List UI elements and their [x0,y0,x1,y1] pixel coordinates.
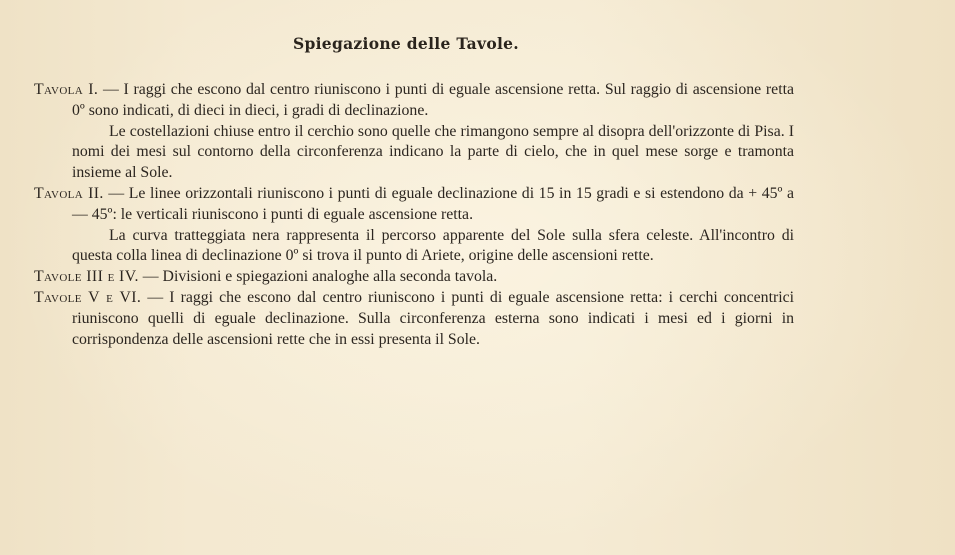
entry-tavole-5-6 [34,288,794,350]
entry-tavole-3-4 [34,267,794,288]
entry-label: Tavole III e IV. [34,268,139,286]
page-title: Spiegazione delle Tavole. [292,34,520,53]
entry-tavola-2 [34,184,794,226]
entry-text: — I raggi che escono dal centro riuniscono i punti di eguale ascensione retta. Sul raggio di ascensione retta 0º sono indicati, di dieci in dieci, i gradi di declinazione. [72,81,794,119]
explanation-text [34,80,794,350]
entry-tavola-2-continuation: La curva tratteggiata nera rappresenta il percorso apparente del Sole sulla sfera celeste. All'incontro di questa colla linea di declinazione 0º si trova il punto di Ariete, origine delle ascensioni rette. [72,226,794,265]
entry-tavola-1-continuation: Le costellazioni chiuse entro il cerchio sono quelle che rimangono sempre al disopra dell'orizzonte di Pisa. I nomi dei mesi sul contorno della circonferenza indicano la parte di cielo, che in quel mese sorge e tramonta insieme al Sole. [72,122,794,182]
entry-text: — I raggi che escono dal centro riuniscono i punti di eguale ascensione retta: i cerchi concentrici riuniscono quelli di eguale declinazione. Sulla circonferenza esterna sono indicati i mesi ed i giorni in corrispondenza delle ascensioni rette che in essi presenta il Sole. [72,288,795,348]
entry-text: — Divisioni e spiegazioni analoghe alla seconda tavola. [138,268,498,286]
entry-label: Tavola I. [34,81,99,98]
entry-tavola-1 [34,80,794,122]
entry-label: Tavole V e VI. [34,288,142,306]
entry-text: — Le linee orizzontali riuniscono i punti di eguale declinazione di 15 in 15 gradi e si estendono da + 45º a — 45º: le verticali riuniscono i punti di eguale ascensione retta. [72,184,794,223]
entry-label: Tavola II. [34,184,104,202]
